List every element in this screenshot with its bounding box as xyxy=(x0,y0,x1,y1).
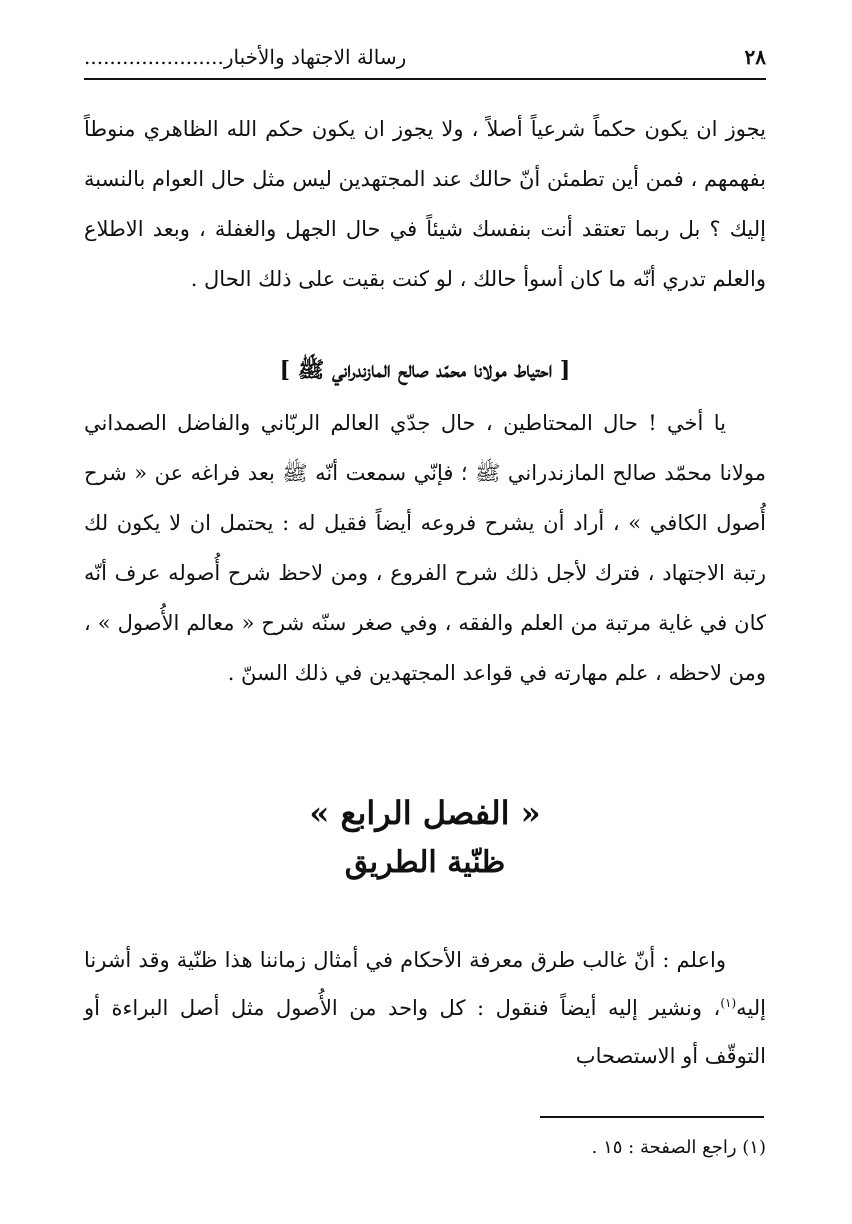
leader-dots: ...................... xyxy=(84,45,224,69)
paragraph-3-text-before: واعلم : أنّ غالب طرق معرفة الأحكام في أمثال زماننا هذا ظنّية وقد أشرنا إليه xyxy=(84,948,766,1020)
running-title-text: رسالة الاجتهاد والأخبار xyxy=(223,45,407,69)
paragraph-3-text-after: ، ونشير إليه أيضاً فنقول : كل واحد من الأُصول مثل أصل البراءة أو التوقّف أو الاستصحاب xyxy=(84,996,766,1068)
chapter-subtitle: ظنّية الطريق xyxy=(344,845,506,880)
header-rule xyxy=(84,78,766,80)
page-header xyxy=(84,40,766,74)
footnote-separator xyxy=(540,1116,764,1118)
footnote-reference[interactable]: (١) xyxy=(720,996,737,1010)
section-heading: [ احتياط مولانا محمّد صالح المازندراني ﷺ ] xyxy=(279,357,571,383)
paragraph-2: يا أخي ! حال المحتاطين ، حال جدّي العالم الربّاني والفاضل الصمداني مولانا محمّد صالح المازندراني ﷺ ؛ فإنّي سمعت أنّه ﷺ بعد فراغه عن « شرح أُصول الكافي » ، أراد أن يشرح فروعه أيضاً فقيل له : يحتمل ان لا يكون لك رتبة الاجتهاد ، فترك لأجل ذلك شرح الفروع ، ومن لاحظ شرح أُصوله عرف أنّه كان في غاية مرتبة من العلم والفقه ، وفي صغر سنّه شرح « معالم الأُصول » ، ومن لاحظه ، علم مهارته في قواعد المجتهدين في ذلك السنّ . xyxy=(84,411,766,685)
page-number: ٢٨ xyxy=(744,45,766,69)
paragraph-1: يجوز ان يكون حكماً شرعياً أصلاً ، ولا يجوز ان يكون حكم الله الظاهري منوطاً بفهمهم ، فمن أين تطمئن أنّ حالك عند المجتهدين ليس مثل حال العوام بالنسبة إليك ؟ بل ربما تعتقد أنت بنفسك شيئاً في حال الجهل والغفلة ، وبعد الاطلاع والعلم تدري أنّه ما كان أسوأ حالك ، لو كنت بقيت على ذلك الحال . xyxy=(84,117,766,291)
running-title xyxy=(84,45,406,69)
chapter-title: « الفصل الرابع » xyxy=(309,794,541,832)
footnote: (١) راجع الصفحة : ١٥ . xyxy=(591,1137,766,1158)
paragraph-3 xyxy=(84,936,766,1080)
